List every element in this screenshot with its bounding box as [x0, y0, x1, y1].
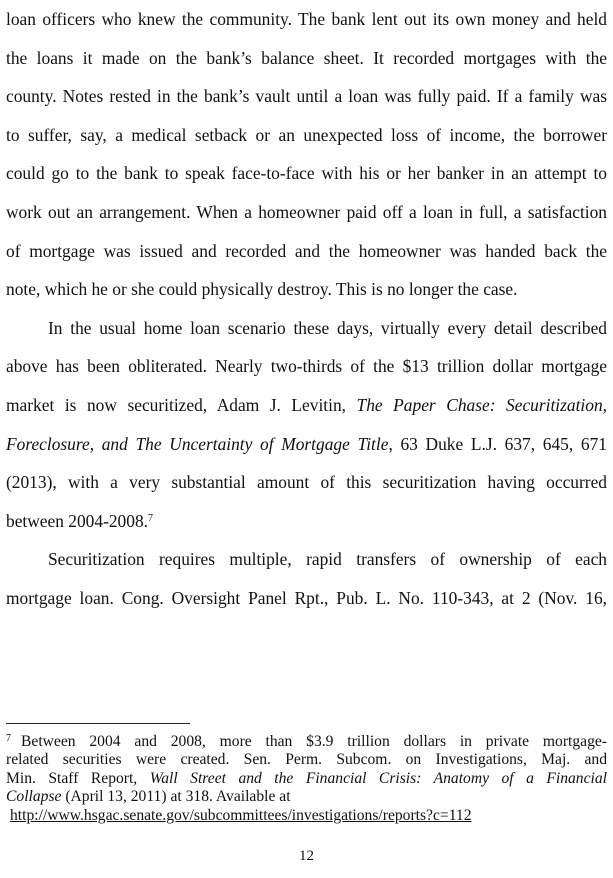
footnote-number: 7 [6, 733, 11, 744]
body-line: note, which he or she could physically destroy. This is no longer the case. [6, 279, 518, 300]
citation-title: Wall Street and the Financial Crisis: Anatomy of a Financial [149, 769, 607, 787]
citation-title: Foreclosure, and The Uncertainty of Mortgage Title [6, 433, 389, 454]
paragraph-2-line: In the usual home loan scenario these days, virtually every detail described [48, 317, 607, 338]
footnote [6, 733, 607, 825]
paragraph-3-line: Securitization requires multiple, rapid transfers of ownership of each [48, 549, 607, 570]
text-segment: between 2004-2008. [6, 510, 148, 531]
footnote-reference[interactable]: 7 [148, 512, 153, 524]
footnote-divider [6, 723, 190, 724]
paragraph-2-line [6, 502, 607, 541]
body-line: loan officers who knew the community. The bank lent out its own money and held [6, 9, 607, 29]
body-line: county. Notes rested in the bank’s vault until a loan was fully paid. If a family was [6, 86, 607, 107]
body-text [6, 0, 607, 618]
paragraph-2-line: (2013), with a very substantial amount of this securitization having occurred [6, 472, 607, 493]
paragraph-2-line [6, 425, 607, 464]
page-number: 12 [299, 848, 314, 864]
text-segment: Min. Staff Report, [6, 769, 150, 787]
footnote-line [6, 733, 607, 751]
footnote-line [6, 770, 607, 788]
text-segment: (April 13, 2011) at 318. Available at [61, 788, 291, 806]
citation-title: The Paper Chase: Securitization, [356, 394, 607, 415]
report-link[interactable]: http://www.hsgac.senate.gov/subcommittees/investigations/reports?c=112 [10, 806, 472, 824]
text-segment: market is now securitized, Adam J. Levitin, [6, 394, 357, 415]
text-segment: , 63 Duke L.J. 637, 645, 671 [388, 433, 607, 454]
footnote-line [6, 807, 607, 825]
body-line: to suffer, say, a medical setback or an unexpected loss of income, the borrower [6, 124, 607, 145]
body-line: work out an arrangement. When a homeowner paid off a loan in full, a satisfaction [6, 201, 607, 222]
paragraph-3-line: mortgage loan. Cong. Oversight Panel Rpt., Pub. L. No. 110-343, at 2 (Nov. 16, [6, 587, 607, 608]
paragraph-2-line: above has been obliterated. Nearly two-thirds of the $13 trillion dollar mortgage [6, 356, 607, 377]
footnote-line [6, 788, 607, 806]
body-line: the loans it made on the bank’s balance sheet. It recorded mortgages with the [6, 47, 607, 68]
citation-title: Collapse [6, 788, 62, 806]
paragraph-2-line [6, 386, 607, 425]
text-segment: Between 2004 and 2008, more than $3.9 trillion dollars in private mortgage- [21, 733, 607, 750]
body-line: could go to the bank to speak face-to-face with his or her banker in an attempt to [6, 163, 607, 184]
footnote-line: related securities were created. Sen. Perm. Subcom. on Investigations, Maj. and [6, 751, 607, 769]
body-line: of mortgage was issued and recorded and the homeowner was handed back the [6, 240, 607, 261]
